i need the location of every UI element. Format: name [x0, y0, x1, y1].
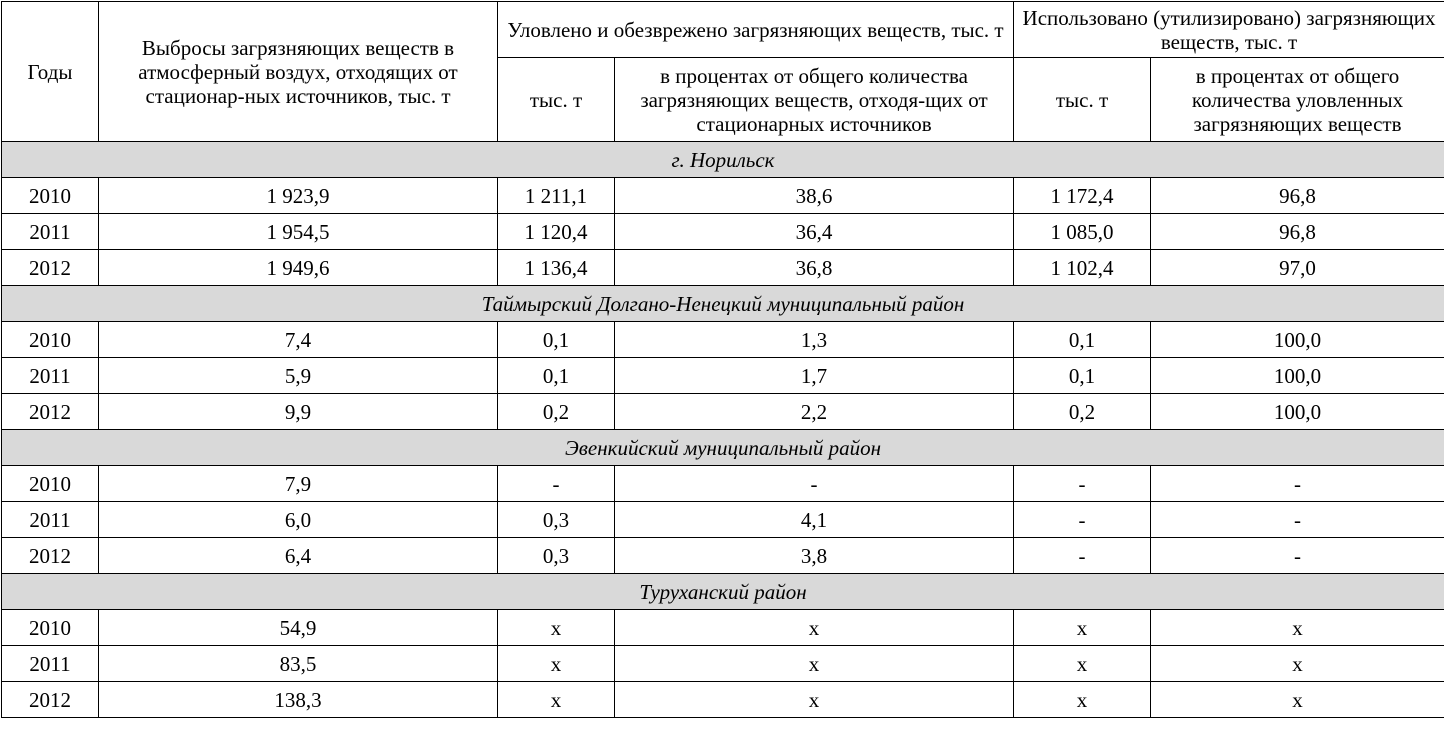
cell-captured-kt: 0,3: [498, 502, 615, 538]
cell-used-pct: 100,0: [1151, 394, 1444, 430]
table-row: [2, 610, 1444, 646]
cell-used-pct: -: [1151, 466, 1444, 502]
cell-year: 2010: [2, 610, 99, 646]
cell-used-kt: -: [1014, 466, 1151, 502]
cell-used-pct: x: [1151, 646, 1444, 682]
cell-year: 2012: [2, 394, 99, 430]
cell-captured-pct: x: [615, 682, 1014, 718]
cell-used-kt: x: [1014, 646, 1151, 682]
cell-emissions: 6,0: [99, 502, 498, 538]
cell-captured-pct: 1,7: [615, 358, 1014, 394]
cell-captured-pct: -: [615, 466, 1014, 502]
header-captured-pct: в процентах от общего количества загрязняющих веществ, отходя-щих от стационарных источников: [615, 58, 1014, 142]
cell-used-pct: -: [1151, 502, 1444, 538]
cell-used-pct: 100,0: [1151, 322, 1444, 358]
cell-year: 2010: [2, 466, 99, 502]
cell-used-pct: 96,8: [1151, 178, 1444, 214]
cell-used-kt: -: [1014, 538, 1151, 574]
cell-captured-kt: 1 120,4: [498, 214, 615, 250]
cell-used-kt: 1 102,4: [1014, 250, 1151, 286]
table-row: [2, 178, 1444, 214]
cell-emissions: 1 923,9: [99, 178, 498, 214]
table-row: [2, 250, 1444, 286]
cell-used-kt: 1 085,0: [1014, 214, 1151, 250]
cell-captured-pct: 2,2: [615, 394, 1014, 430]
table-row: [2, 466, 1444, 502]
cell-captured-kt: x: [498, 682, 615, 718]
cell-captured-kt: 1 211,1: [498, 178, 615, 214]
cell-captured-kt: 0,2: [498, 394, 615, 430]
cell-used-pct: 97,0: [1151, 250, 1444, 286]
section-title: г. Норильск: [2, 142, 1444, 178]
cell-captured-pct: x: [615, 646, 1014, 682]
cell-emissions: 138,3: [99, 682, 498, 718]
emissions-table: [1, 1, 1444, 718]
cell-used-pct: x: [1151, 682, 1444, 718]
table-row: [2, 646, 1444, 682]
section-title: Таймырский Долгано-Ненецкий муниципальный район: [2, 286, 1444, 322]
cell-year: 2012: [2, 538, 99, 574]
cell-year: 2011: [2, 214, 99, 250]
cell-used-kt: -: [1014, 502, 1151, 538]
cell-used-pct: x: [1151, 610, 1444, 646]
cell-captured-kt: 1 136,4: [498, 250, 615, 286]
cell-used-kt: x: [1014, 610, 1151, 646]
cell-year: 2012: [2, 682, 99, 718]
cell-used-kt: x: [1014, 682, 1151, 718]
table-row: [2, 214, 1444, 250]
cell-emissions: 6,4: [99, 538, 498, 574]
header-used-kt: тыс. т: [1014, 58, 1151, 142]
header-captured: Уловлено и обезврежено загрязняющих веществ, тыс. т: [498, 2, 1014, 58]
header-used-pct: в процентах от общего количества уловленных загрязняющих веществ: [1151, 58, 1444, 142]
table-row: [2, 502, 1444, 538]
cell-used-kt: 0,2: [1014, 394, 1151, 430]
cell-year: 2010: [2, 322, 99, 358]
header-emissions: Выбросы загрязняющих веществ в атмосферный воздух, отходящих от стационар-ных источников, тыс. т: [99, 2, 498, 142]
cell-year: 2011: [2, 646, 99, 682]
cell-captured-kt: x: [498, 646, 615, 682]
cell-captured-pct: x: [615, 610, 1014, 646]
cell-captured-pct: 1,3: [615, 322, 1014, 358]
cell-captured-kt: -: [498, 466, 615, 502]
cell-emissions: 9,9: [99, 394, 498, 430]
cell-emissions: 7,4: [99, 322, 498, 358]
cell-emissions: 1 949,6: [99, 250, 498, 286]
section-title: Эвенкийский муниципальный район: [2, 430, 1444, 466]
cell-year: 2011: [2, 358, 99, 394]
cell-emissions: 83,5: [99, 646, 498, 682]
cell-used-kt: 1 172,4: [1014, 178, 1151, 214]
table-row: [2, 322, 1444, 358]
cell-captured-pct: 36,4: [615, 214, 1014, 250]
cell-captured-pct: 4,1: [615, 502, 1014, 538]
section-row: [2, 430, 1444, 466]
cell-emissions: 54,9: [99, 610, 498, 646]
section-title: Туруханский район: [2, 574, 1444, 610]
cell-captured-pct: 38,6: [615, 178, 1014, 214]
section-row: [2, 574, 1444, 610]
cell-captured-kt: x: [498, 610, 615, 646]
table-row: [2, 394, 1444, 430]
cell-used-kt: 0,1: [1014, 358, 1151, 394]
cell-used-kt: 0,1: [1014, 322, 1151, 358]
cell-emissions: 5,9: [99, 358, 498, 394]
cell-year: 2012: [2, 250, 99, 286]
section-row: [2, 142, 1444, 178]
cell-captured-pct: 36,8: [615, 250, 1014, 286]
cell-emissions: 7,9: [99, 466, 498, 502]
cell-used-pct: 96,8: [1151, 214, 1444, 250]
table-row: [2, 538, 1444, 574]
section-row: [2, 286, 1444, 322]
cell-year: 2011: [2, 502, 99, 538]
cell-captured-kt: 0,1: [498, 322, 615, 358]
table-row: [2, 358, 1444, 394]
cell-captured-kt: 0,1: [498, 358, 615, 394]
table-row: [2, 682, 1444, 718]
header-captured-kt: тыс. т: [498, 58, 615, 142]
table-body: [2, 142, 1444, 718]
header-used: Использовано (утилизировано) загрязняющих веществ, тыс. т: [1014, 2, 1444, 58]
cell-captured-pct: 3,8: [615, 538, 1014, 574]
cell-used-pct: -: [1151, 538, 1444, 574]
cell-year: 2010: [2, 178, 99, 214]
header-years: Годы: [2, 2, 99, 142]
cell-used-pct: 100,0: [1151, 358, 1444, 394]
cell-emissions: 1 954,5: [99, 214, 498, 250]
cell-captured-kt: 0,3: [498, 538, 615, 574]
